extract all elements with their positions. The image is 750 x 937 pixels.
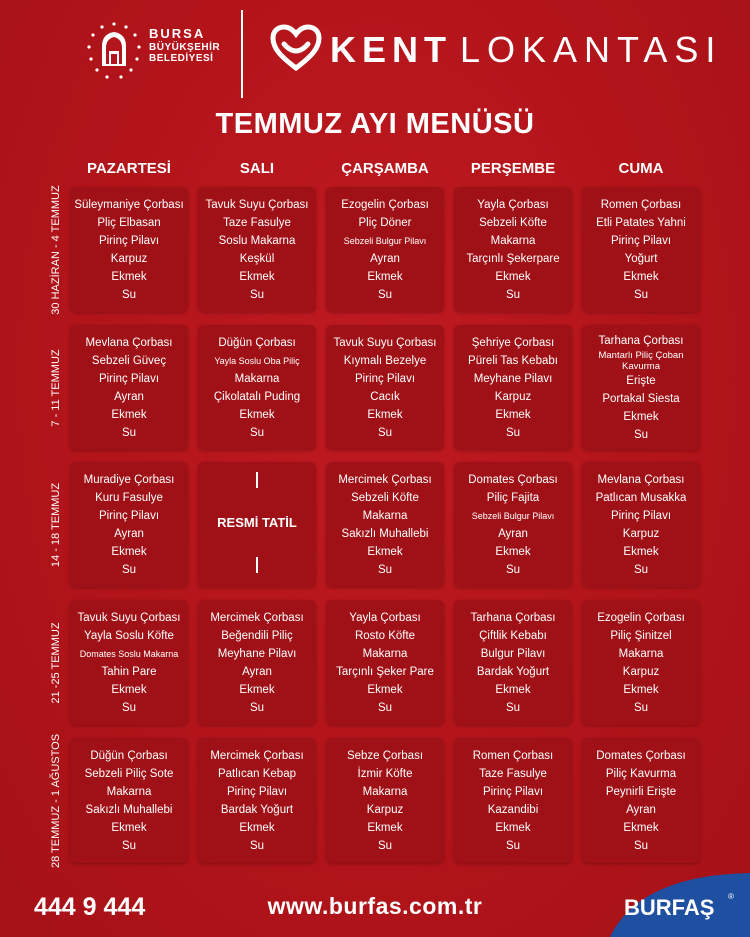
menu-item: Taze Fasulye <box>223 216 291 229</box>
menu-item: Süleymaniye Çorbası <box>74 198 184 211</box>
menu-item: Romen Çorbası <box>600 198 682 211</box>
menu-item: Yayla Çorbası <box>477 198 549 211</box>
menu-item: Şehriye Çorbası <box>471 336 555 349</box>
menu-item: Sebzeli Köfte <box>479 216 547 229</box>
header <box>0 0 750 100</box>
menu-item: Ezogelin Çorbası <box>597 611 685 624</box>
menu-item: Su <box>249 839 265 852</box>
menu-item: Ekmek <box>495 545 531 558</box>
menu-item: Karpuz <box>494 390 532 403</box>
menu-item: Ekmek <box>623 410 659 423</box>
menu-item: Portakal Siesta <box>602 392 680 405</box>
menu-item: Tavuk Suyu Çorbası <box>77 611 181 624</box>
page-title: TEMMUZ AYI MENÜSÜ <box>215 108 535 140</box>
menu-item: Mantarlı Piliç Çoban Kavurma <box>598 349 684 372</box>
menu-item: Taze Fasulye <box>479 767 547 780</box>
menu-item: Pliç Döner <box>358 216 412 229</box>
menu-item: Mercimek Çorbası <box>210 611 304 624</box>
menu-card <box>582 738 700 863</box>
menu-item: Patlıcan Kebap <box>217 767 296 780</box>
menu-item: Meyhane Pilavı <box>473 372 553 385</box>
menu-item: Yayla Çorbası <box>349 611 421 624</box>
menu-item: Ayran <box>498 527 528 540</box>
menu-card <box>198 600 316 725</box>
menu-item: Makarna <box>618 647 664 660</box>
menu-item: Su <box>377 288 393 301</box>
menu-item: Ayran <box>626 803 656 816</box>
day-header: SALI <box>239 160 275 177</box>
menu-item: Su <box>249 701 265 714</box>
menu-item: Su <box>121 288 137 301</box>
menu-item: Su <box>505 563 521 576</box>
menu-card <box>198 187 316 312</box>
menu-item: Pirinç Pilavı <box>98 372 160 385</box>
menu-item: Mercimek Çorbası <box>338 473 432 486</box>
kent-lokantasi-brand: KENT LOKANTASI <box>330 29 723 70</box>
menu-card <box>454 462 572 587</box>
menu-item: Su <box>249 426 265 439</box>
menu-item: Su <box>121 426 137 439</box>
menu-item: Ekmek <box>495 408 531 421</box>
week-label-text: 30 HAZİRAN - 4 TEMMUZ <box>50 185 62 315</box>
menu-item: Düğün Çorbası <box>90 749 168 762</box>
menu-card <box>198 325 316 450</box>
heart-bowl-logo-icon <box>270 24 322 72</box>
menu-item: Tavuk Suyu Çorbası <box>205 198 309 211</box>
menu-card <box>326 738 444 863</box>
menu-item: Bulgur Pilavı <box>480 647 546 660</box>
menu-item: Kıymalı Bezelye <box>343 354 427 367</box>
menu-item: Pirinç Pilavı <box>98 234 160 247</box>
menu-card <box>70 738 188 863</box>
menu-item: Sebzeli Bulgur Pilavı <box>471 510 555 521</box>
menu-item: Ayran <box>370 252 400 265</box>
menu-item: Sebzeli Bulgur Pilavı <box>343 235 427 246</box>
menu-item: Ayran <box>114 390 144 403</box>
menu-item: Pirinç Pilavı <box>482 785 544 798</box>
menu-item: Sebzeli Güveç <box>91 354 167 367</box>
menu-item: Karpuz <box>622 665 660 678</box>
menu-item: Ekmek <box>239 408 275 421</box>
menu-card <box>582 325 700 450</box>
menu-item: Su <box>633 428 649 441</box>
menu-item: Ayran <box>242 665 272 678</box>
menu-card <box>326 325 444 450</box>
menu-item: Meyhane Pilavı <box>217 647 297 660</box>
menu-item: Ayran <box>114 527 144 540</box>
menu-item: Ekmek <box>367 545 403 558</box>
menu-item: İzmir Köfte <box>357 767 413 780</box>
menu-item: Ekmek <box>239 821 275 834</box>
registered-mark: ® <box>728 892 734 901</box>
day-header: CUMA <box>618 160 664 177</box>
menu-card <box>454 325 572 450</box>
menu-item: Su <box>633 701 649 714</box>
menu-item: Püreli Tas Kebabı <box>468 354 558 367</box>
municipality-name: BURSA BÜYÜKŞEHİR BELEDİYESİ <box>149 26 221 65</box>
menu-item: Yoğurt <box>624 252 658 265</box>
menu-card <box>454 738 572 863</box>
menu-item: Tarhana Çorbası <box>598 334 684 347</box>
menu-item: Domates Çorbası <box>596 749 686 762</box>
week-label-text: 14 - 18 TEMMUZ <box>50 482 62 568</box>
bursa-seal-logo <box>84 20 144 82</box>
week-label-text: 7 - 11 TEMMUZ <box>50 349 62 427</box>
menu-item: Düğün Çorbası <box>218 336 296 349</box>
week-label-text: 21 -25 TEMMUZ <box>50 622 62 704</box>
menu-card <box>70 325 188 450</box>
menu-item: Ekmek <box>367 270 403 283</box>
menu-item: Makarna <box>362 785 408 798</box>
holiday-label: RESMİ TATİL <box>217 515 297 530</box>
menu-item: Piliç Şinitzel <box>610 629 672 642</box>
menu-item: Su <box>249 288 265 301</box>
menu-item: Tarçınlı Şeker Pare <box>336 665 434 678</box>
menu-item: Su <box>377 839 393 852</box>
menu-card <box>582 462 700 587</box>
menu-item: Ekmek <box>239 683 275 696</box>
menu-item: Su <box>377 701 393 714</box>
holiday-card <box>198 462 316 587</box>
menu-item: Sakızlı Muhallebi <box>341 527 429 540</box>
menu-item: Beğendili Piliç <box>221 629 293 642</box>
menu-item: Domates Çorbası <box>468 473 558 486</box>
phone-number: 444 9 444 <box>34 893 146 921</box>
menu-item: Su <box>121 563 137 576</box>
menu-item: Ekmek <box>367 408 403 421</box>
menu-card <box>70 600 188 725</box>
menu-item: Cacık <box>370 390 400 403</box>
menu-item: Su <box>505 288 521 301</box>
menu-item: Ekmek <box>239 270 275 283</box>
menu-item: Yayla Soslu Köfte <box>84 629 174 642</box>
burfas-logo-text: BURFAŞ <box>624 895 715 920</box>
menu-item: Pirinç Pilavı <box>354 372 416 385</box>
menu-item: Piliç Kavurma <box>605 767 677 780</box>
menu-item: Pliç Elbasan <box>97 216 161 229</box>
website-url: www.burfas.com.tr <box>267 893 483 919</box>
menu-item: Pirinç Pilavı <box>98 509 160 522</box>
menu-item: Ekmek <box>623 821 659 834</box>
menu-item: Makarna <box>362 647 408 660</box>
menu-item: Ekmek <box>367 683 403 696</box>
menu-item: Ezogelin Çorbası <box>341 198 429 211</box>
menu-item: Sebzeli Köfte <box>351 491 419 504</box>
menu-item: Mercimek Çorbası <box>210 749 304 762</box>
menu-item: Su <box>377 426 393 439</box>
menu-item: Ekmek <box>111 408 147 421</box>
menu-item: Mevlana Çorbası <box>85 336 173 349</box>
menu-card <box>326 187 444 312</box>
menu-card <box>454 187 572 312</box>
menu-item: Su <box>633 288 649 301</box>
menu-item: Kazandibi <box>487 803 539 816</box>
menu-item: Çikolatalı Puding <box>213 390 301 403</box>
menu-item: Bardak Yoğurt <box>476 665 550 678</box>
menu-item: Sakızlı Muhallebi <box>85 803 173 816</box>
menu-item: Ekmek <box>495 270 531 283</box>
menu-item: Bardak Yoğurt <box>220 803 294 816</box>
menu-item: Su <box>505 426 521 439</box>
menu-item: Su <box>505 701 521 714</box>
menu-card <box>582 187 700 312</box>
menu-item: Tahin Pare <box>101 665 157 678</box>
menu-item: Karpuz <box>366 803 404 816</box>
header-divider <box>241 10 243 98</box>
menu-item: Pirinç Pilavı <box>610 234 672 247</box>
menu-item: Ekmek <box>111 683 147 696</box>
week-label-text: 28 TEMMUZ - 1 AĞUSTOS <box>50 733 62 869</box>
menu-item: Su <box>377 563 393 576</box>
menu-item: Etli Patates Yahni <box>596 216 686 229</box>
menu-card <box>454 600 572 725</box>
menu-item: Sebzeli Piliç Sote <box>84 767 174 780</box>
divider <box>256 472 258 488</box>
menu-item: Ekmek <box>495 683 531 696</box>
menu-item: Keşkül <box>239 252 275 265</box>
menu-item: Erişte <box>626 374 656 387</box>
menu-item: Su <box>121 839 137 852</box>
menu-item: Romen Çorbası <box>472 749 554 762</box>
menu-item: Ekmek <box>623 545 659 558</box>
menu-item: Karpuz <box>622 527 660 540</box>
menu-item: Mevlana Çorbası <box>597 473 685 486</box>
menu-item: Makarna <box>106 785 152 798</box>
menu-item: Pirinç Pilavı <box>610 509 672 522</box>
menu-item: Ekmek <box>111 545 147 558</box>
menu-item: Makarna <box>490 234 536 247</box>
menu-item: Kuru Fasulye <box>95 491 163 504</box>
menu-item: Pirinç Pilavı <box>226 785 288 798</box>
menu-item: Ekmek <box>495 821 531 834</box>
menu-item: Çiftlik Kebabı <box>479 629 547 642</box>
menu-item: Su <box>121 701 137 714</box>
divider <box>256 557 258 573</box>
menu-card <box>70 187 188 312</box>
menu-item: Rosto Köfte <box>354 629 416 642</box>
menu-item: Muradiye Çorbası <box>83 473 175 486</box>
menu-item: Ekmek <box>111 270 147 283</box>
burfas-logo <box>610 873 750 937</box>
menu-item: Su <box>633 563 649 576</box>
menu-item: Ekmek <box>367 821 403 834</box>
day-header: ÇARŞAMBA <box>341 160 429 177</box>
menu-card <box>70 462 188 587</box>
menu-item: Ekmek <box>111 821 147 834</box>
menu-item: Peynirli Erişte <box>605 785 677 798</box>
menu-item: Su <box>633 839 649 852</box>
menu-item: Yayla Soslu Oba Piliç <box>214 355 300 366</box>
menu-item: Soslu Makarna <box>218 234 296 247</box>
day-header: PERŞEMBE <box>470 160 556 177</box>
day-header: PAZARTESİ <box>87 160 171 177</box>
menu-card <box>326 462 444 587</box>
menu-item: Sebze Çorbası <box>346 749 424 762</box>
menu-item: Domates Soslu Makarna <box>79 648 179 659</box>
menu-item: Makarna <box>234 372 280 385</box>
menu-item: Tarçınlı Şekerpare <box>466 252 560 265</box>
menu-item: Su <box>505 839 521 852</box>
menu-card <box>582 600 700 725</box>
menu-item: Tavuk Suyu Çorbası <box>333 336 437 349</box>
menu-item: Karpuz <box>110 252 148 265</box>
menu-item: Patlıcan Musakka <box>595 491 687 504</box>
menu-card <box>198 738 316 863</box>
menu-item: Makarna <box>362 509 408 522</box>
menu-item: Ekmek <box>623 683 659 696</box>
menu-item: Piliç Fajita <box>486 491 540 504</box>
menu-item: Tarhana Çorbası <box>470 611 556 624</box>
menu-card <box>326 600 444 725</box>
menu-item: Ekmek <box>623 270 659 283</box>
